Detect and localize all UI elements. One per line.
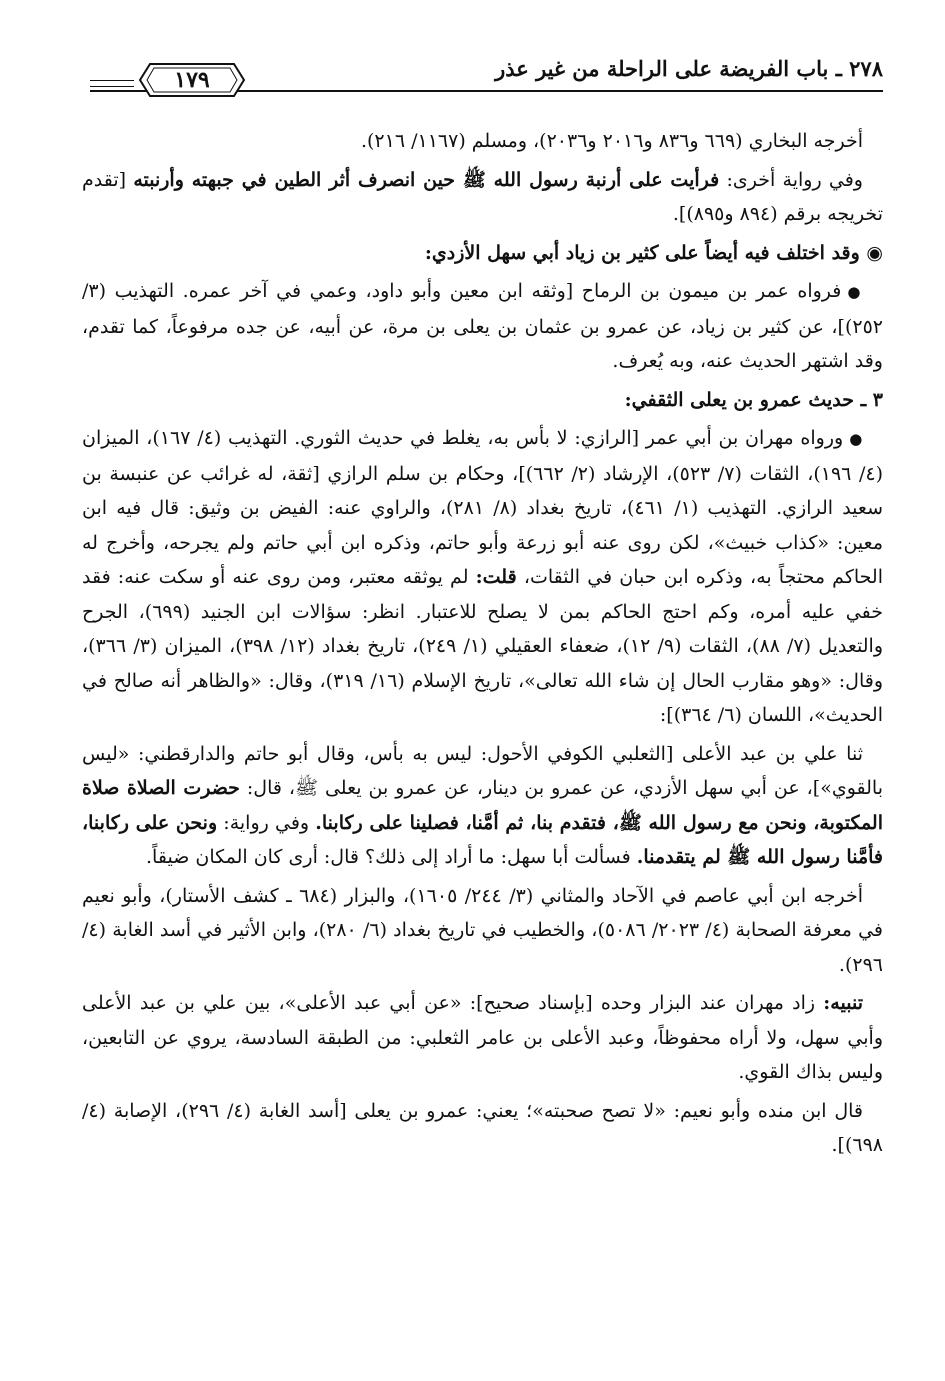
paragraph-text: وفي رواية: (217, 811, 316, 834)
page-number-badge (136, 60, 248, 100)
paragraph (82, 1094, 883, 1163)
paragraph-text: [تقدم تخريجه برقم (٨٩٤ و٨٩٥)]. (82, 168, 883, 225)
paragraph-text: ثنا علي بن عبد الأعلى [الثعلبي الكوفي الأحول: ليس به بأس، وقال أبو حاتم والدارقطني: «ليس بالقوي»]، عن أبي سهل الأزدي، عن عمرو بن دينار، عن عمرو بن يعلى ﷺ، قال: (82, 742, 883, 799)
paragraph-text: ورواه مهران بن أبي عمر [الرازي: لا بأس به، يغلط في حديث الثوري. التهذيب (٤/ ١٦٧)، الميزان (٤/ ١٩٦)، الثقات (٧/ ٥٢٣)، الإرشاد (٢/ ٦٦٢)]، وحكام بن سلم الرازي [ثقة، له غرائب عن عنبسة بن سعيد الرازي. التهذيب (١/ ٤٦١)، تاريخ بغداد (٨/ ٢٨١)، والراوي عنه: الفيض بن وثيق: قال فيه ابن معين: «كذاب خبيث»، لكن روى عنه أبو زرعة وأبو حاتم، وذكره ابن أبي حاتم ولم يجرحه، وأخرج له الحاكم محتجاً به، وذكره ابن حبان في الثقات، (82, 427, 884, 588)
bullet-icon: ● (849, 430, 863, 448)
paragraph (82, 124, 883, 159)
paragraph-text: فسألت أبا سهل: ما أراد إلى ذلك؟ قال: أرى كان المكان ضيقاً. (146, 846, 637, 868)
section-heading: ٣ ـ حديث عمرو بن يعلى الثقفي: (624, 388, 883, 411)
paragraph (82, 163, 883, 232)
paragraph (82, 274, 883, 379)
paragraph-text: فرواه عمر بن ميمون بن الرماح [وثقه ابن معين وأبو داود، وعمي في آخر عمره. التهذيب (٣/ ٢٥٢)]، عن كثير بن زياد، عن عمرو بن عثمان بن يعلى بن مرة، عن أبيه، عن جده مرفوعاً، كما تقدم، وقد اشتهر الحديث عنه، وبه يُعرف. (82, 280, 883, 372)
section-heading: ◉ وقد اختلف فيه أيضاً على كثير بن زياد أبي سهل الأزدي: (424, 241, 883, 264)
paragraph-text: قال ابن منده وأبو نعيم: «لا تصح صحبته»؛ يعني: عمرو بن يعلى [أسد الغابة (٤/ ٢٩٦)، الإصابة (٤/ ٦٩٨)]. (82, 1099, 883, 1156)
page-number: ١٧٩ (174, 67, 210, 93)
hadith-text: حضرت الصلاة صلاة المكتوبة، ونحن مع رسول الله ﷺ، فتقدم بنا، ثم أمَّنا، فصلينا على ركابنا. (82, 777, 883, 834)
note-label: تنبيه: (823, 992, 863, 1014)
page-header (90, 52, 883, 98)
paragraph (82, 737, 883, 875)
paragraph (82, 986, 883, 1090)
hadith-text: فرأيت على أرنبة رسول الله ﷺ حين انصرف أثر الطين في جبهته وأرنبته (133, 168, 720, 191)
paragraph (82, 879, 883, 983)
chapter-title: ٢٧٨ ـ باب الفريضة على الراحلة من غير عذر (495, 56, 883, 81)
paragraph-text: أخرجه البخاري (٦٦٩ و٨٣٦ و٢٠١٦ و٢٠٣٦)، ومسلم (١١٦٧/ ٢١٦). (360, 130, 863, 152)
paragraph (82, 421, 883, 733)
decorative-lines (90, 80, 134, 92)
paragraph-text: لم يوثقه معتبر، ومن روى عنه أو سكت عنه: فقد خفي عليه أمره، وكم احتج الحاكم بمن لا يصلح للاعتبار. انظر: سؤالات ابن الجنيد (٦٩٩)، الجرح والتعديل (٧/ ٨٨)، الثقات (٩/ ١٢)، ضعفاء العقيلي (١/ ٢٤٩)، تاريخ بغداد (١٢/ ٣٩٨)، الميزان (٣/ ٣٦٦)، وقال: «وهو مقارب الحال إن شاء الله تعالى»، تاريخ الإسلام (١٦/ ٣١٩)، وقال: «والظاهر أنه صالح في الحديث»، اللسان (٦/ ٣٦٤)]: (82, 566, 884, 726)
page-body (82, 124, 883, 1167)
bullet-icon: ● (847, 283, 864, 301)
paragraph-text: أخرجه ابن أبي عاصم في الآحاد والمثاني (٣/ ٢٤٤/ ١٦٠٥)، والبزار (٦٨٤ ـ كشف الأستار)، وأبو نعيم في معرفة الصحابة (٤/ ٢٠٢٣/ ٥٠٨٦)، والخطيب في تاريخ بغداد (٦/ ٢٨٠)، وابن الأثير في أسد الغابة (٤/ ٢٩٦). (82, 884, 883, 976)
emphasis-text: قلت: (475, 566, 517, 588)
paragraph-text: زاد مهران عند البزار وحده [بإسناد صحيح]: «عن أبي عبد الأعلى»، بين علي بن عبد الأعلى وأبي سهل، ولا أراه محفوظاً، وعبد الأعلى بن عامر الثعلبي: من الطبقة السادسة، يروي عن التابعين، وليس بذاك القوي. (82, 992, 883, 1083)
hadith-text: ونحن على ركابنا، فأمَّنا رسول الله ﷺ لم يتقدمنا. (82, 811, 883, 868)
paragraph-text: وفي رواية أخرى: (719, 168, 863, 191)
